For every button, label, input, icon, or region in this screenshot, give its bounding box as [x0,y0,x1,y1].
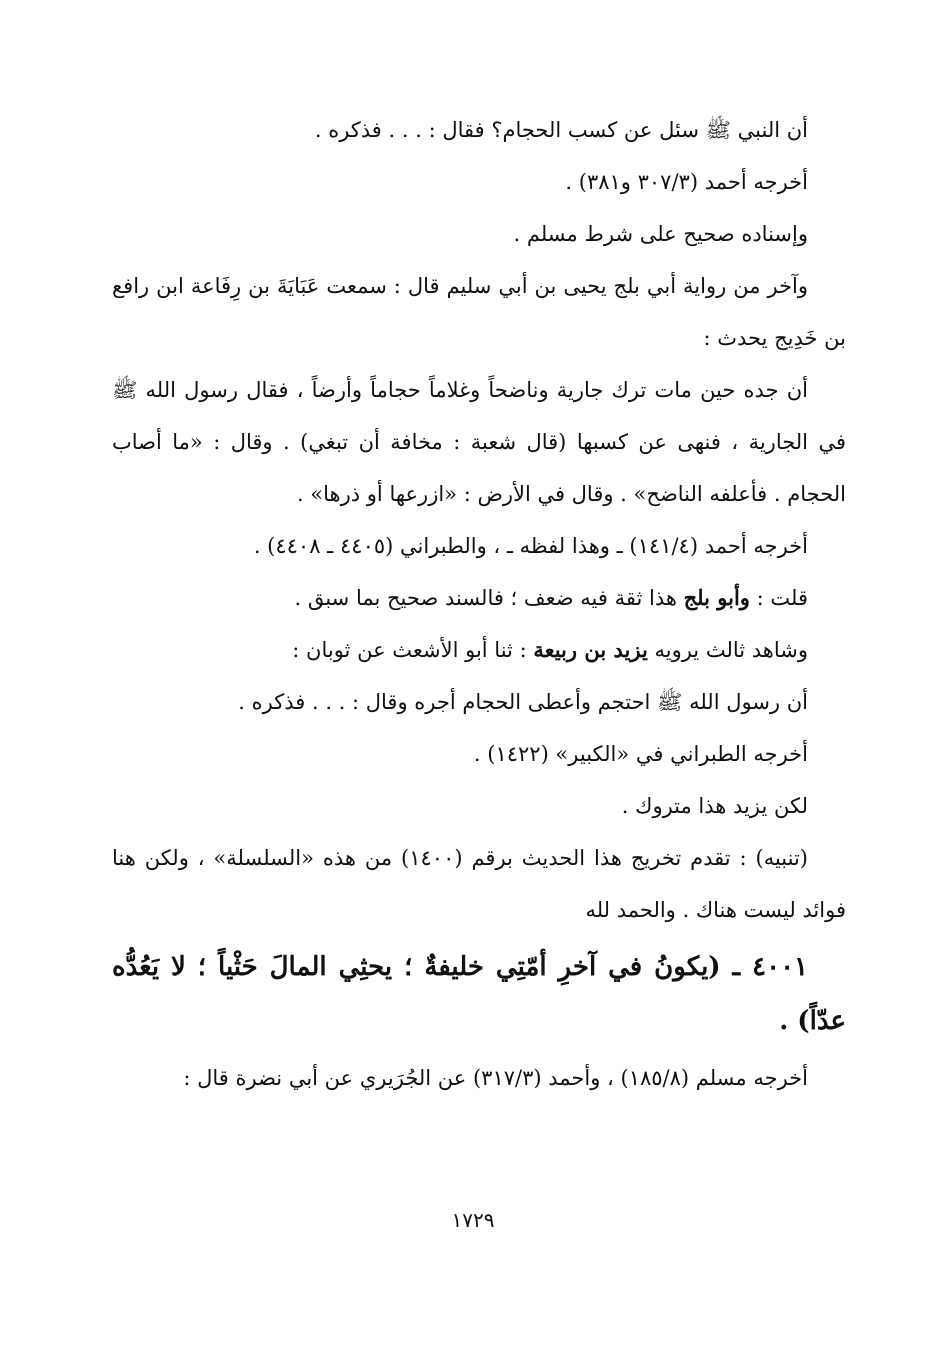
yazid-name: يزيد بن ربيعة [533,637,648,662]
abu-balj-note-suffix: هذا ثقة فيه ضعف ؛ فالسند صحيح بما سبق . [294,586,684,610]
abu-balj-note-prefix: قلت : [749,586,808,610]
abu-balj-name: وأبو بلج [683,585,750,610]
paragraph-prophet-question: أن النبي ﷺ سئل عن كسب الحجام؟ فقال : . . . فذكره . [314,118,808,142]
paragraph-third-witness [112,624,846,676]
paragraph-ahmad-tabarani-reference: أخرجه أحمد (١٤١/٤) ـ وهذا لفظه ـ ، والطبراني (٤٤٠٥ ـ ٤٤٠٨) . [253,534,808,558]
third-witness-prefix: وشاهد ثالث يرويه [647,638,808,662]
page-number: ١٧٢٩ [451,1208,495,1232]
third-witness-suffix: : ثنا أبو الأشعث عن ثوبان : [292,638,534,662]
paragraph-isnad-sahih: وإسناده صحيح على شرط مسلم . [513,222,808,246]
paragraph-cupping-narration: أن رسول الله ﷺ احتجم وأعطى الحجام أجره وقال : . . . فذكره . [238,690,808,714]
hadith-4001-title: ٤٠٠١ ـ (يكونُ في آخرِ أمّتِي خليفةٌ ؛ يحثِي المالَ حَثْياً ؛ لا يَعُدُّه عدّاً) . [112,952,846,1036]
paragraph-muslim-reference: أخرجه مسلم (١٨٥/٨) ، وأحمد (٣١٧/٣) عن الجُرَيري عن أبي نضرة قال : [183,1066,808,1090]
paragraph-tanbih-note: (تنبيه) : تقدم تخريج هذا الحديث برقم (١٤٠٠) من هذه «السلسلة» ، ولكن هنا فوائد ليست هناك . والحمد لله [112,846,846,922]
paragraph-abi-balj-narration: وآخر من رواية أبي بلج يحيى بن أبي سليم قال : سمعت عَبَايَةَ بن رِفَاعة ابن رافع بن خَدِيج يحدث : [112,274,846,350]
page-body [112,104,846,1104]
paragraph-abu-balj-note [112,572,846,624]
paragraph-grandfather-story: أن جده حين مات ترك جارية وناضحاً وغلاماً حجاماً وأرضاً ، فقال رسول الله ﷺ في الجارية ، فنهى عن كسبها (قال شعبة : مخافة أن تبغي) . وقال : «ما أصاب الحجام . فأعلفه الناضح» . وقال في الأرض : «ازرعها أو ذرها» . [112,378,846,506]
paragraph-ahmad-reference: أخرجه أحمد (٣٠٧/٣ و٣٨١) . [565,170,808,194]
paragraph-kabir-reference: أخرجه الطبراني في «الكبير» (١٤٢٢) . [473,742,808,766]
paragraph-yazid-matruk: لكن يزيد هذا متروك . [621,794,808,818]
